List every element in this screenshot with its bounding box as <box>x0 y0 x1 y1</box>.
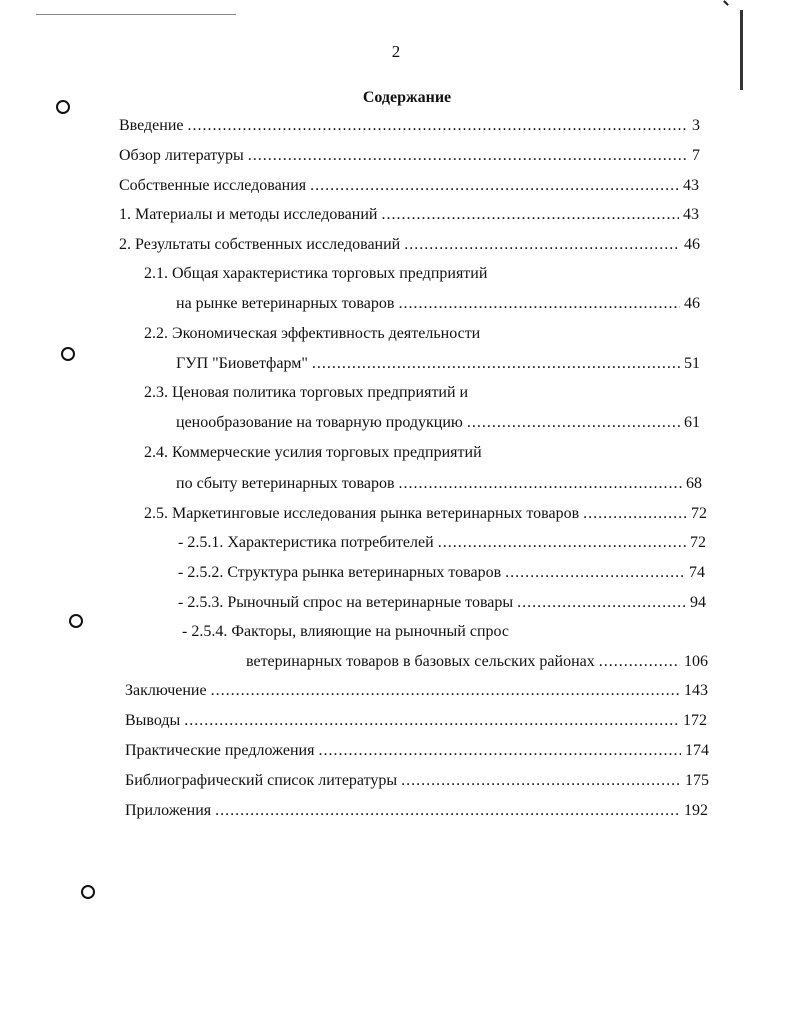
toc-entry-title: 1. Материалы и методы исследований <box>119 206 378 223</box>
leader-dots <box>517 593 686 613</box>
leader-dots <box>381 205 679 225</box>
leader-dots <box>401 771 681 791</box>
scan-edge-mark <box>740 10 743 90</box>
toc-entry-2-5-1 <box>178 533 706 555</box>
toc-entry-own-research <box>119 176 699 198</box>
leader-dots <box>184 711 679 731</box>
toc-entry-2-2-line1: 2.2. Экономическая эффективность деятельности <box>144 325 481 342</box>
toc-entry-2-5-3 <box>178 593 706 615</box>
toc-entry-page: 43 <box>683 177 699 194</box>
toc-entry-title: по сбыту ветеринарных товаров <box>176 475 395 492</box>
toc-entry-2-5-4 <box>246 652 708 674</box>
leader-dots <box>399 474 682 494</box>
toc-entry-appendices <box>125 801 708 823</box>
toc-entry-title: Приложения <box>125 802 212 819</box>
binder-hole-icon <box>81 885 95 899</box>
leader-dots <box>505 563 685 583</box>
toc-entry-title: Практические предложения <box>125 742 315 759</box>
leader-dots <box>215 801 680 821</box>
toc-entry-page: 192 <box>684 802 708 819</box>
toc-entry-2-1-line1: 2.1. Общая характеристика торговых предприятий <box>144 265 488 282</box>
leader-dots <box>583 504 687 524</box>
toc-entry-title: Выводы <box>125 712 181 729</box>
toc-entry-title: на рынке ветеринарных товаров <box>176 295 395 312</box>
toc-entry-page: 51 <box>684 355 700 372</box>
toc-entry-page: 74 <box>689 564 705 581</box>
toc-entry-page: 174 <box>685 742 709 759</box>
leader-dots <box>188 116 689 136</box>
toc-entry-title: Введение <box>119 117 184 134</box>
toc-entry-title: 2.5. Маркетинговые исследования рынка ветеринарных товаров <box>144 505 580 522</box>
leader-dots <box>467 413 680 433</box>
toc-entry-page: 61 <box>684 414 700 431</box>
toc-entry-introduction <box>119 116 700 138</box>
toc-entry-page: 106 <box>684 653 708 670</box>
toc-entry-title: - 2.5.3. Рыночный спрос на ветеринарные товары <box>178 594 514 611</box>
toc-entry-findings <box>125 711 707 733</box>
toc-entry-page: 46 <box>684 236 700 253</box>
page-number: 2 <box>391 42 401 61</box>
leader-dots <box>438 533 686 553</box>
toc-entry-page: 7 <box>692 147 700 164</box>
toc-entry-2-5 <box>144 504 707 526</box>
toc-entry-2-1 <box>176 294 700 316</box>
leader-dots <box>404 235 680 255</box>
toc-entry-title: Обзор литературы <box>119 147 244 164</box>
toc-entry-2-5-4-line1: - 2.5.4. Факторы, влияющие на рыночный спрос <box>182 623 509 640</box>
toc-entry-title: Заключение <box>125 682 207 699</box>
leader-dots <box>310 176 679 196</box>
toc-entry-page: 143 <box>684 682 708 699</box>
leader-dots <box>599 652 680 672</box>
toc-entry-2-4 <box>176 474 702 496</box>
toc-entry-title: ветеринарных товаров в базовых сельских районах <box>246 653 595 670</box>
toc-entry-page: 72 <box>691 505 707 522</box>
toc-entry-page: 175 <box>685 772 709 789</box>
binder-hole-icon <box>56 100 70 114</box>
toc-entry-page: 72 <box>690 534 706 551</box>
leader-dots <box>318 741 681 761</box>
toc-entry-title: 2. Результаты собственных исследований <box>119 236 401 253</box>
toc-entry-literature-review <box>119 146 700 168</box>
toc-entry-title: Собственные исследования <box>119 177 307 194</box>
toc-entry-2-2 <box>176 354 700 376</box>
toc-entry-2-3 <box>176 413 700 435</box>
leader-dots <box>211 681 680 701</box>
toc-entry-title: ценообразование на товарную продукцию <box>176 414 463 431</box>
toc-entry-page: 94 <box>690 594 706 611</box>
toc-entry-2-5-2 <box>178 563 705 585</box>
toc-entry-page: 68 <box>686 475 702 492</box>
toc-entry-page: 3 <box>692 117 700 134</box>
leader-dots <box>248 146 688 166</box>
toc-entry-2-3-line1: 2.3. Ценовая политика торговых предприятий и <box>144 384 469 401</box>
toc-entry-page: 43 <box>683 206 699 223</box>
leader-dots <box>312 354 680 374</box>
leader-dots <box>398 294 680 314</box>
toc-entry-results <box>119 235 700 257</box>
toc-entry-page: 172 <box>683 712 707 729</box>
toc-entry-materials-methods <box>119 205 699 227</box>
toc-entry-title: Библиографический список литературы <box>125 772 398 789</box>
toc-heading: Содержание <box>362 89 452 106</box>
toc-entry-title: ГУП "Биоветфарм" <box>176 355 308 372</box>
toc-entry-conclusion <box>125 681 708 703</box>
toc-entry-title: - 2.5.1. Характеристика потребителей <box>178 534 434 551</box>
toc-entry-title: - 2.5.2. Структура рынка ветеринарных товаров <box>178 564 502 581</box>
toc-entry-page: 46 <box>684 295 700 312</box>
binder-hole-icon <box>61 347 75 361</box>
toc-entry-2-4-line1: 2.4. Коммерческие усилия торговых предприятий <box>144 444 482 461</box>
toc-entry-bibliography <box>125 771 709 793</box>
scan-edge-line <box>36 14 236 15</box>
toc-entry-practical-proposals <box>125 741 709 763</box>
binder-hole-icon <box>69 614 83 628</box>
